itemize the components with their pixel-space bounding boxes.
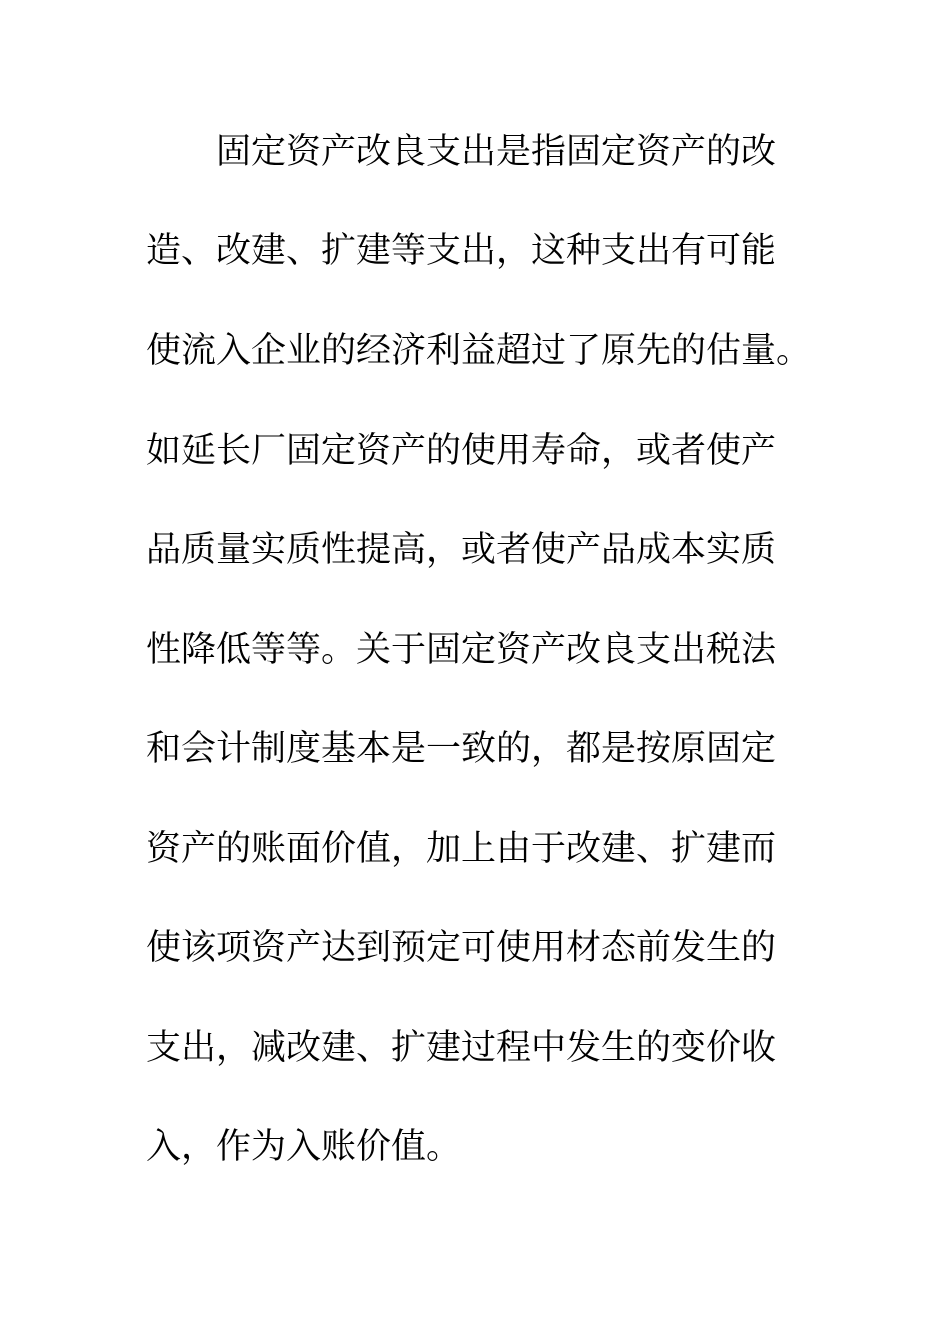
paragraph-line-7: 和会计制度基本是一致的，都是按原固定 xyxy=(146,729,777,769)
paragraph-line-3: 使流入企业的经济利益超过了原先的估量。 xyxy=(146,331,812,371)
paragraph-line-4: 如延长厂固定资产的使用寿命，或者使产 xyxy=(146,431,777,471)
paragraph-line-1: 固定资产改良支出是指固定资产的改 xyxy=(216,132,777,172)
paragraph-line-8: 资产的账面价值，加上由于改建、扩建而 xyxy=(146,829,777,869)
paragraph-line-5: 品质量实质性提高，或者使产品成本实质 xyxy=(146,530,777,570)
paragraph-line-11: 入，作为入账价值。 xyxy=(146,1127,462,1167)
paragraph-line-6: 性降低等等。关于固定资产改良支出税法 xyxy=(146,630,777,670)
paragraph-line-9: 使该项资产达到预定可使用材态前发生的 xyxy=(146,928,777,968)
paragraph-line-2: 造、改建、扩建等支出，这种支出有可能 xyxy=(146,231,777,271)
paragraph-line-10: 支出，减改建、扩建过程中发生的变价收 xyxy=(146,1028,777,1068)
